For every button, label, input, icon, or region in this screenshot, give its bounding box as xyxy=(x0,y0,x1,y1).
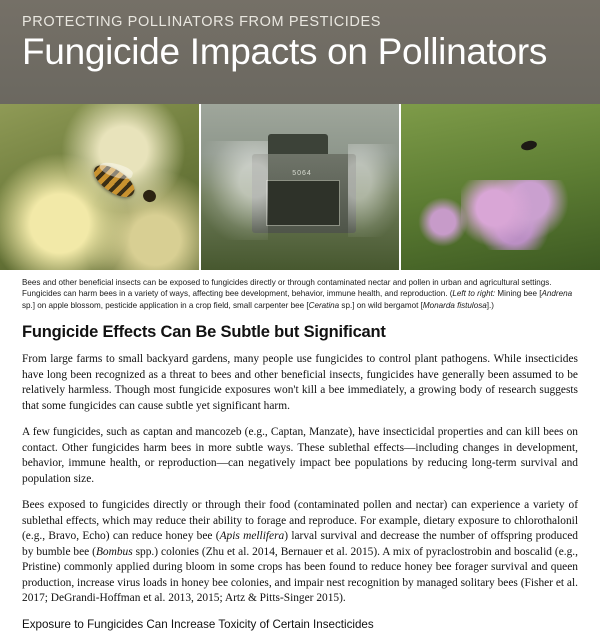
caption-italic-3: Ceratina xyxy=(308,300,340,310)
photo-pesticide-sprayer xyxy=(201,104,400,270)
paragraph-1: From large farms to small backyard gardens, many people use fungicides to control plant pathogens. While insecticides have long been recognized as a threat to bees and other beneficial insects, fungicides have generally been assumed to be relatively harmless. Though most fungicide exposures won't kill a bee immediately, a growing body of research suggests that some fungicides can cause subtle yet significant harm. xyxy=(22,353,578,412)
photo-caption xyxy=(0,270,600,317)
article-body xyxy=(0,317,600,631)
subsection-heading: Exposure to Fungicides Can Increase Toxicity of Certain Insecticides xyxy=(22,617,374,631)
paragraph-3-italic-1: Apis mellifera xyxy=(219,530,285,543)
paragraph-3 xyxy=(22,498,578,607)
bergamot-flower xyxy=(461,180,572,250)
paragraph-3-text-3: spp.) colonies (Zhu et al. 2014, Bernauer et al. 2015). A mix of pyraclostrobin and boscalid (e.g., Pristine) commonly applied during bloom in some crops has been found to reduce honey bee forager survival and queen production, increase virus loads in honey bee colonies, and impair nest recognition by managed solitary bees (Fisher et al. 2017; DeGrandi-Hoffman et al. 2013, 2015; Artz & Pitts-Singer 2015). xyxy=(22,545,578,605)
photo-strip xyxy=(0,104,600,270)
sprayer-panel xyxy=(266,180,340,225)
caption-text-3: sp.] on apple blossom, pesticide application in a crop field, small carpenter bee [ xyxy=(22,300,309,310)
series-eyebrow: PROTECTING POLLINATORS FROM PESTICIDES xyxy=(22,14,382,30)
bergamot-flower-secondary xyxy=(409,194,477,250)
small-carpenter-bee-icon xyxy=(520,139,538,151)
spray-mist-left xyxy=(201,141,269,241)
sprayer-number-label: 5064 xyxy=(292,170,312,178)
photo-carpenter-bee-on-bergamot xyxy=(401,104,600,270)
photo-mining-bee-on-apple-blossom xyxy=(0,104,199,270)
caption-text-1: Bees and other beneficial insects can be exposed to fungicides directly or through contaminated nectar and pollen in urban and agricultural settings. Fungicides can harm bees in a variety of ways, affecting bee development, behavior, immune health, and reproduction. ( xyxy=(22,278,552,299)
spray-mist-right xyxy=(348,144,400,237)
caption-text-4: sp.] on wild bergamot [ xyxy=(339,300,423,310)
caption-text-5: ].) xyxy=(486,300,494,310)
caption-text-2: Mining bee [ xyxy=(495,289,542,299)
caption-italic-2: Andrena xyxy=(541,289,573,299)
caption-italic-1: Left to right: xyxy=(452,289,496,299)
paragraph-3-text-1: Bees exposed to fungicides directly or through their food (contaminated pollen and nectar) can experience a variety of sublethal effects, which may reduce their ability to forage and reproduce. For example, dietary exposure to chlorothalonil (e.g., Bravo, Echo) can reduce honey bee ( xyxy=(22,499,578,543)
paragraph-3-text-2: ) larval survival and decrease the number of offspring produced by bumble bee ( xyxy=(22,530,578,558)
paragraph-2: A few fungicides, such as captan and mancozeb (e.g., Captan, Manzate), have insecticidal properties and can kill bees on contact. Other fungicides harm bees in more subtle ways. These sublethal effects—including changes in development, behavior, immune health, or reproduction—can negatively impact bee populations by reducing long-term survival and population size. xyxy=(22,426,578,485)
page-title: Fungicide Impacts on Pollinators xyxy=(22,31,548,72)
caption-italic-4: Monarda fistulosa xyxy=(422,300,487,310)
paragraph-3-italic-2: Bombus xyxy=(95,545,133,558)
bee-head-icon xyxy=(141,188,157,204)
page-header xyxy=(0,0,600,104)
section-heading: Fungicide Effects Can Be Subtle but Significant xyxy=(22,323,386,342)
